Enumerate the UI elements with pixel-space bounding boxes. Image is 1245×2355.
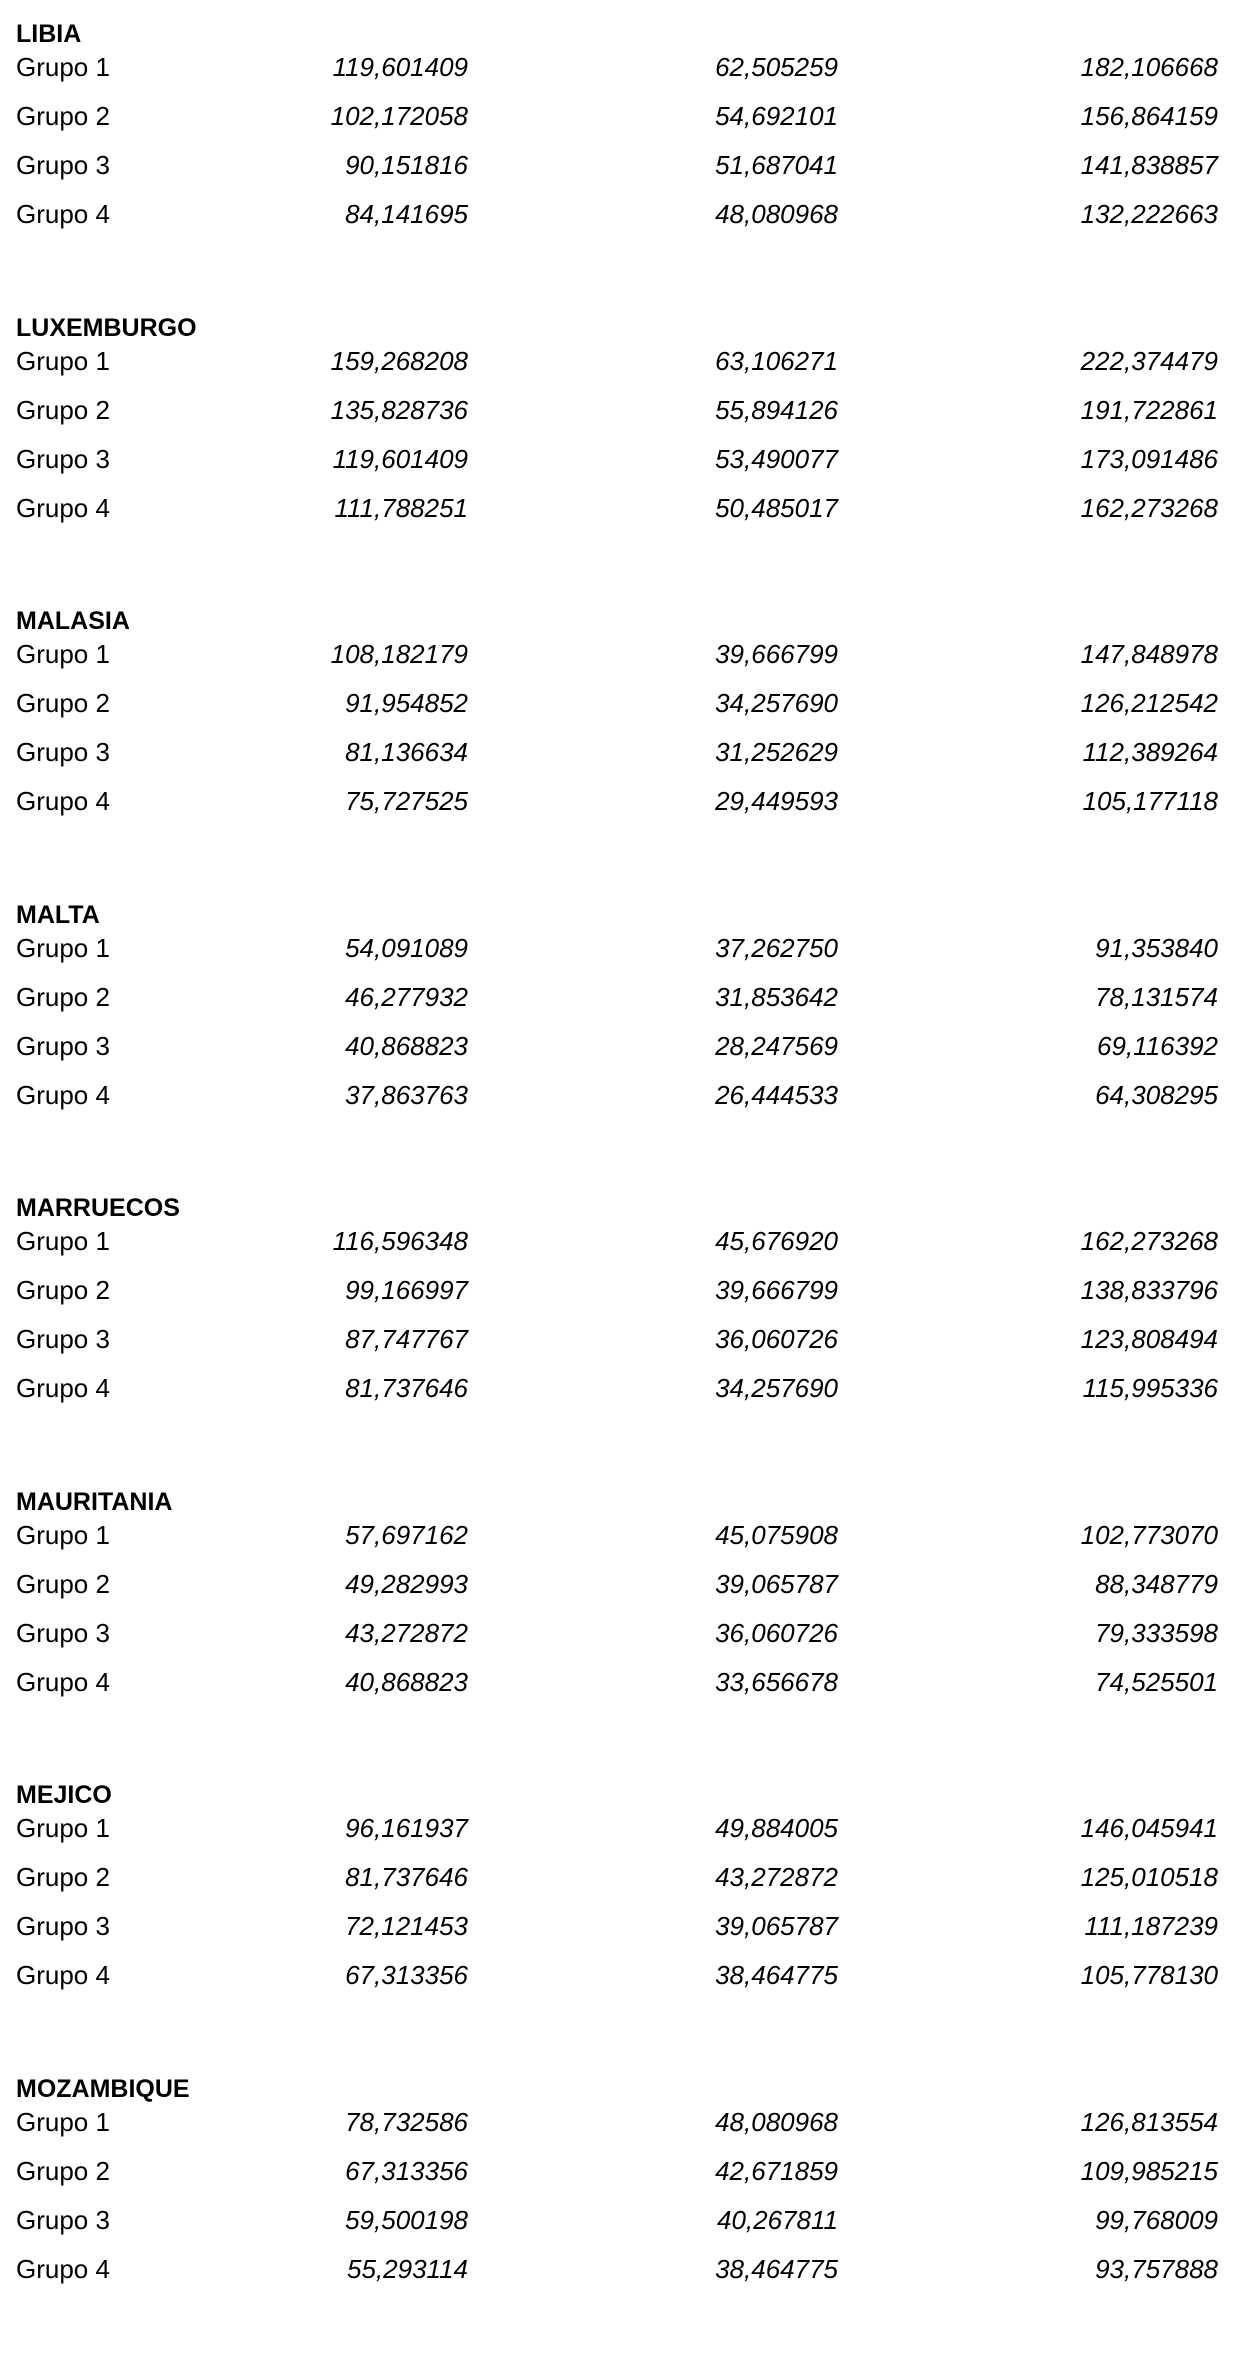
group-label: Grupo 2 [16,1862,110,1892]
country-section [0,1781,1245,2061]
group-label: Grupo 2 [16,981,110,1012]
table-row [0,980,1245,1014]
value-col-3: 64,308295 [1095,1079,1218,1110]
table-row [0,1078,1245,1112]
table-row [0,442,1245,476]
value-col-1: 40,868823 [345,1666,468,1697]
table-row [0,1665,1245,1699]
value-col-2: 28,247569 [715,1030,838,1061]
group-label: Grupo 1 [16,1519,110,1550]
value-col-1: 135,828736 [330,394,468,425]
table-row [0,1958,1245,1992]
value-col-3: 102,773070 [1080,1519,1218,1550]
group-label: Grupo 3 [16,2204,110,2235]
value-col-1: 81,737646 [345,1862,468,1892]
table-row [0,1616,1245,1650]
group-label: Grupo 2 [16,2155,110,2186]
table-row [0,491,1245,525]
group-label: Grupo 2 [16,1568,110,1599]
value-col-3: 123,808494 [1080,1324,1218,1354]
group-label: Grupo 3 [16,1617,110,1648]
value-col-1: 57,697162 [345,1519,468,1550]
country-section [0,901,1245,1181]
country-section [0,314,1245,594]
value-col-2: 42,671859 [715,2155,838,2186]
table-row [0,2154,1245,2188]
group-label: Grupo 1 [16,2106,110,2137]
value-col-3: 74,525501 [1095,1666,1218,1697]
table-row [0,1860,1245,1894]
value-col-2: 33,656678 [715,1666,838,1697]
value-col-2: 29,449593 [715,786,838,816]
group-label: Grupo 1 [16,932,110,963]
table-row [0,50,1245,84]
value-col-1: 119,601409 [332,52,468,82]
group-label: Grupo 4 [16,199,110,229]
value-col-3: 99,768009 [1095,2204,1218,2235]
value-col-2: 45,075908 [715,1519,838,1550]
group-label: Grupo 3 [16,1911,110,1941]
value-col-1: 81,136634 [345,737,468,767]
value-col-1: 119,601409 [332,443,468,474]
value-col-3: 78,131574 [1095,981,1218,1012]
value-col-3: 162,273268 [1080,1226,1218,1256]
value-col-2: 40,267811 [717,2204,838,2235]
value-col-2: 31,252629 [715,737,838,767]
table-row [0,1811,1245,1845]
country-heading: MARRUECOS [16,1194,180,1222]
value-col-1: 96,161937 [345,1813,468,1843]
value-col-2: 31,853642 [715,981,838,1012]
group-label: Grupo 3 [16,1324,110,1354]
group-label: Grupo 1 [16,1226,110,1256]
value-col-1: 55,293114 [347,2253,468,2284]
value-col-2: 39,666799 [715,639,838,669]
value-col-3: 126,212542 [1080,688,1218,718]
value-col-3: 162,273268 [1080,492,1218,523]
value-col-1: 116,596348 [332,1226,468,1256]
value-col-1: 37,863763 [345,1079,468,1110]
value-col-3: 138,833796 [1080,1275,1218,1305]
value-col-2: 39,666799 [715,1275,838,1305]
value-col-3: 125,010518 [1080,1862,1218,1892]
table-row [0,1029,1245,1063]
value-col-2: 39,065787 [715,1568,838,1599]
group-label: Grupo 2 [16,394,110,425]
value-col-3: 126,813554 [1080,2106,1218,2137]
group-label: Grupo 4 [16,2253,110,2284]
value-col-3: 88,348779 [1095,1568,1218,1599]
country-heading: MAURITANIA [16,1487,173,1516]
table-row [0,735,1245,769]
table-row [0,931,1245,965]
value-col-3: 115,995336 [1082,1373,1218,1403]
group-label: Grupo 1 [16,52,110,82]
group-label: Grupo 3 [16,150,110,180]
value-col-3: 105,778130 [1080,1960,1218,1990]
value-col-1: 99,166997 [345,1275,468,1305]
value-col-2: 45,676920 [715,1226,838,1256]
country-heading: LUXEMBURGO [16,313,197,342]
table-row [0,344,1245,378]
value-col-1: 75,727525 [345,786,468,816]
value-col-2: 49,884005 [715,1813,838,1843]
value-col-2: 38,464775 [715,1960,838,1990]
country-section [0,2075,1245,2355]
table-row [0,1322,1245,1356]
group-label: Grupo 1 [16,345,110,376]
table-row [0,2252,1245,2286]
value-col-3: 109,985215 [1080,2155,1218,2186]
table-row [0,2203,1245,2237]
value-col-2: 50,485017 [715,492,838,523]
group-label: Grupo 3 [16,443,110,474]
value-col-3: 79,333598 [1095,1617,1218,1648]
value-col-2: 55,894126 [715,394,838,425]
table-row [0,1224,1245,1258]
table-row [0,1371,1245,1405]
country-section [0,607,1245,887]
group-label: Grupo 2 [16,688,110,718]
group-label: Grupo 4 [16,492,110,523]
group-label: Grupo 2 [16,1275,110,1305]
country-heading: MALASIA [16,607,130,635]
value-col-2: 26,444533 [715,1079,838,1110]
table-row [0,1518,1245,1552]
value-col-2: 37,262750 [715,932,838,963]
value-col-3: 111,187239 [1084,1911,1218,1941]
group-label: Grupo 3 [16,1030,110,1061]
value-col-3: 146,045941 [1080,1813,1218,1843]
value-col-1: 159,268208 [330,345,468,376]
value-col-3: 182,106668 [1080,52,1218,82]
value-col-1: 49,282993 [345,1568,468,1599]
value-col-1: 90,151816 [345,150,468,180]
value-col-1: 67,313356 [345,2155,468,2186]
value-col-3: 93,757888 [1095,2253,1218,2284]
value-col-1: 40,868823 [345,1030,468,1061]
value-col-1: 102,172058 [330,101,468,131]
value-col-3: 222,374479 [1080,345,1218,376]
table-row [0,784,1245,818]
table-row [0,1909,1245,1943]
country-heading: MEJICO [16,1781,112,1809]
country-heading: MALTA [16,900,100,929]
table-row [0,637,1245,671]
table-row [0,2105,1245,2139]
value-col-3: 69,116392 [1097,1030,1218,1061]
table-row [0,393,1245,427]
value-col-3: 173,091486 [1080,443,1218,474]
value-col-1: 87,747767 [345,1324,468,1354]
value-col-1: 54,091089 [345,932,468,963]
group-label: Grupo 4 [16,786,110,816]
value-col-2: 51,687041 [715,150,838,180]
value-col-1: 81,737646 [345,1373,468,1403]
table-row [0,686,1245,720]
value-col-2: 34,257690 [715,1373,838,1403]
group-label: Grupo 2 [16,101,110,131]
value-col-2: 54,692101 [715,101,838,131]
value-col-1: 59,500198 [345,2204,468,2235]
group-label: Grupo 1 [16,1813,110,1843]
value-col-1: 67,313356 [345,1960,468,1990]
country-section [0,1488,1245,1768]
value-col-3: 147,848978 [1080,639,1218,669]
table-row [0,197,1245,231]
value-col-1: 46,277932 [345,981,468,1012]
group-label: Grupo 4 [16,1373,110,1403]
group-label: Grupo 4 [16,1666,110,1697]
value-col-1: 108,182179 [330,639,468,669]
value-col-2: 36,060726 [715,1617,838,1648]
value-col-2: 48,080968 [715,2106,838,2137]
table-row [0,148,1245,182]
group-label: Grupo 4 [16,1079,110,1110]
table-row [0,1273,1245,1307]
value-col-1: 78,732586 [345,2106,468,2137]
value-col-3: 112,389264 [1082,737,1218,767]
value-col-1: 91,954852 [345,688,468,718]
country-heading: LIBIA [16,20,82,48]
value-col-1: 111,788251 [334,492,468,523]
table-row [0,1567,1245,1601]
value-col-2: 63,106271 [715,345,838,376]
group-label: Grupo 4 [16,1960,110,1990]
value-col-2: 43,272872 [715,1862,838,1892]
value-col-3: 141,838857 [1080,150,1218,180]
value-col-3: 132,222663 [1080,199,1218,229]
value-col-1: 43,272872 [345,1617,468,1648]
value-col-1: 72,121453 [345,1911,468,1941]
country-section [0,20,1245,300]
value-col-2: 48,080968 [715,199,838,229]
value-col-3: 91,353840 [1095,932,1218,963]
value-col-2: 36,060726 [715,1324,838,1354]
value-col-2: 38,464775 [715,2253,838,2284]
value-col-2: 62,505259 [715,52,838,82]
value-col-3: 191,722861 [1080,394,1218,425]
value-col-3: 156,864159 [1080,101,1218,131]
value-col-1: 84,141695 [345,199,468,229]
value-col-3: 105,177118 [1082,786,1218,816]
table-row [0,99,1245,133]
country-section [0,1194,1245,1474]
value-col-2: 39,065787 [715,1911,838,1941]
country-heading: MOZAMBIQUE [16,2074,190,2103]
value-col-2: 53,490077 [715,443,838,474]
group-label: Grupo 1 [16,639,110,669]
value-col-2: 34,257690 [715,688,838,718]
group-label: Grupo 3 [16,737,110,767]
